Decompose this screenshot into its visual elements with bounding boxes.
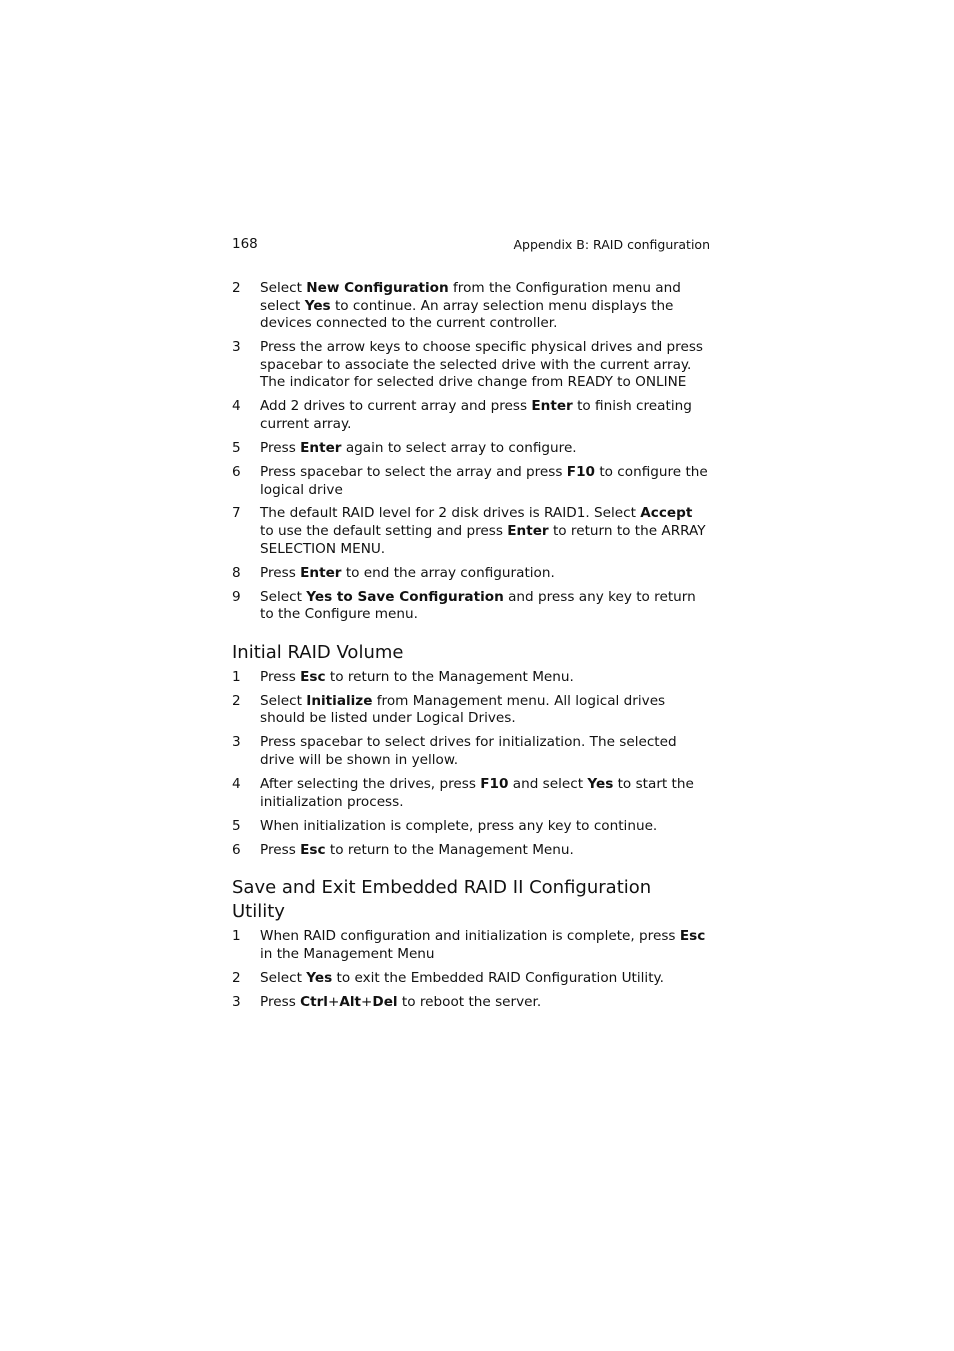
step-text-segment: + [327, 993, 340, 1010]
step-text-segment: again to select array to configure. [341, 439, 577, 456]
step-text [260, 818, 708, 836]
step-text-segment: Press [260, 668, 301, 685]
step-number: 2 [232, 692, 241, 709]
step-text-segment: to reboot the server. [397, 993, 542, 1010]
step-text-segment: When initialization is complete, press any key to continue. [260, 817, 658, 834]
step-text-segment: Press [260, 841, 301, 858]
step-number: 2 [232, 969, 241, 986]
step-keyword: Initialize [306, 692, 373, 709]
step-keyword: F10 [566, 463, 595, 480]
step-item [232, 970, 708, 988]
step-item [232, 589, 708, 624]
step-number: 1 [232, 668, 241, 685]
step-text [260, 693, 708, 728]
step-item [232, 339, 708, 392]
intro-steps-list [232, 280, 708, 624]
step-number: 6 [232, 463, 241, 480]
step-keyword: Accept [640, 505, 693, 522]
step-keyword: Esc [300, 668, 326, 685]
step-item [232, 464, 708, 499]
step-text [260, 994, 708, 1012]
step-text-segment: Press spacebar to select drives for initialization. The selected drive will be shown in yellow. [260, 734, 677, 768]
step-text-segment: to continue. An array selection menu displays the devices connected to the current controller. [260, 297, 674, 332]
step-text-segment: in the Management Menu [260, 945, 435, 962]
step-keyword: Yes to Save Configuration [306, 588, 504, 605]
section-heading-initial-raid-volume: Initial RAID Volume [232, 641, 404, 663]
step-item [232, 776, 708, 811]
step-text-segment: Select [260, 588, 307, 605]
step-text-segment: + [361, 993, 373, 1010]
step-keyword: F10 [480, 775, 509, 792]
step-keyword: Esc [300, 841, 326, 858]
step-item [232, 842, 708, 860]
step-item [232, 505, 708, 558]
step-text [260, 970, 708, 988]
step-text [260, 440, 708, 458]
step-text-segment: to return to the Management Menu. [325, 668, 574, 685]
step-text-segment: Select [260, 280, 307, 296]
step-text-segment: When RAID configuration and initialization is complete, press [260, 928, 680, 945]
step-keyword: Esc [679, 928, 706, 945]
step-text [260, 339, 708, 392]
step-item [232, 928, 708, 963]
step-number: 9 [232, 588, 241, 605]
step-text-segment: to exit the Embedded RAID Configuration Utility. [332, 969, 664, 986]
step-number: 1 [232, 928, 241, 945]
step-number: 7 [232, 505, 241, 522]
step-text-segment: to configure the logical drive [260, 463, 708, 498]
step-keyword: Ctrl [300, 993, 328, 1010]
step-text [260, 505, 708, 558]
initial-raid-volume-steps-list [232, 669, 708, 859]
step-number: 4 [232, 398, 241, 415]
step-text-segment: Select [260, 692, 307, 709]
step-item [232, 818, 708, 836]
step-keyword: Enter [507, 523, 549, 540]
step-item [232, 994, 708, 1012]
step-text-segment: and select [508, 775, 588, 792]
step-text-segment: Press the arrow keys to choose specific physical drives and press spacebar to associate the selected drive with the current array. The indicator for selected drive change from READY to ONLINE [260, 339, 703, 391]
step-number: 2 [232, 280, 241, 296]
step-keyword: Yes [304, 297, 331, 314]
step-item [232, 734, 708, 769]
page-header [232, 236, 710, 256]
step-text [260, 842, 708, 860]
save-and-exit-steps-list [232, 928, 708, 1011]
step-text-segment: Press spacebar to select the array and press [260, 463, 567, 480]
step-text-segment: Press [260, 564, 301, 581]
step-text [260, 589, 708, 624]
step-item [232, 398, 708, 433]
step-text-segment: Press [260, 993, 301, 1010]
step-text-segment: to start the initialization process. [260, 775, 694, 810]
step-text-segment: to finish creating current array. [260, 398, 692, 432]
step-text-segment: to use the default setting and press [260, 523, 508, 540]
step-number: 5 [232, 439, 241, 456]
step-text-segment: from Management menu. All logical drives should be listed under Logical Drives. [260, 692, 666, 727]
step-text-segment: The default RAID level for 2 disk drives is RAID1. Select [260, 505, 641, 522]
step-text [260, 734, 708, 769]
step-text [260, 928, 708, 963]
step-number: 3 [232, 993, 241, 1010]
step-text [260, 565, 708, 583]
step-keyword: New Configuration [306, 280, 449, 296]
step-keyword: Enter [531, 398, 573, 415]
step-text-segment: to end the array configuration. [341, 564, 555, 581]
step-number: 3 [232, 339, 241, 356]
step-keyword: Enter [300, 564, 342, 581]
step-text-segment: Add 2 drives to current array and press [260, 398, 532, 415]
page-number: 168 [232, 236, 258, 252]
step-text [260, 280, 708, 333]
step-text [260, 464, 708, 499]
step-item [232, 280, 708, 333]
step-number: 6 [232, 841, 241, 858]
step-text [260, 776, 708, 811]
step-keyword: Enter [300, 439, 342, 456]
step-item [232, 565, 708, 583]
step-item [232, 440, 708, 458]
page-content [232, 280, 708, 1018]
step-text-segment: and press any key to return to the Configure menu. [260, 588, 696, 623]
step-item [232, 669, 708, 687]
step-text [260, 398, 708, 433]
step-text-segment: to return to the Management Menu. [325, 841, 574, 858]
step-text [260, 669, 708, 687]
step-number: 8 [232, 564, 241, 581]
step-text-segment: Press [260, 439, 301, 456]
step-text-segment: Select [260, 969, 307, 986]
step-keyword: Del [372, 993, 398, 1010]
step-text-segment: from the Configuration menu and select [260, 280, 681, 314]
step-number: 5 [232, 817, 241, 834]
step-text-segment: After selecting the drives, press [260, 775, 481, 792]
step-item [232, 693, 708, 728]
step-text-segment: to return to the ARRAY SELECTION MENU. [260, 523, 706, 557]
step-number: 3 [232, 734, 241, 751]
step-keyword: Yes [306, 969, 333, 986]
running-title: Appendix B: RAID configuration [513, 237, 710, 252]
section-heading-save-and-exit: Save and Exit Embedded RAID II Configuration Utility [232, 877, 652, 923]
step-keyword: Alt [339, 993, 362, 1010]
step-keyword: Yes [587, 775, 614, 792]
step-number: 4 [232, 775, 241, 792]
